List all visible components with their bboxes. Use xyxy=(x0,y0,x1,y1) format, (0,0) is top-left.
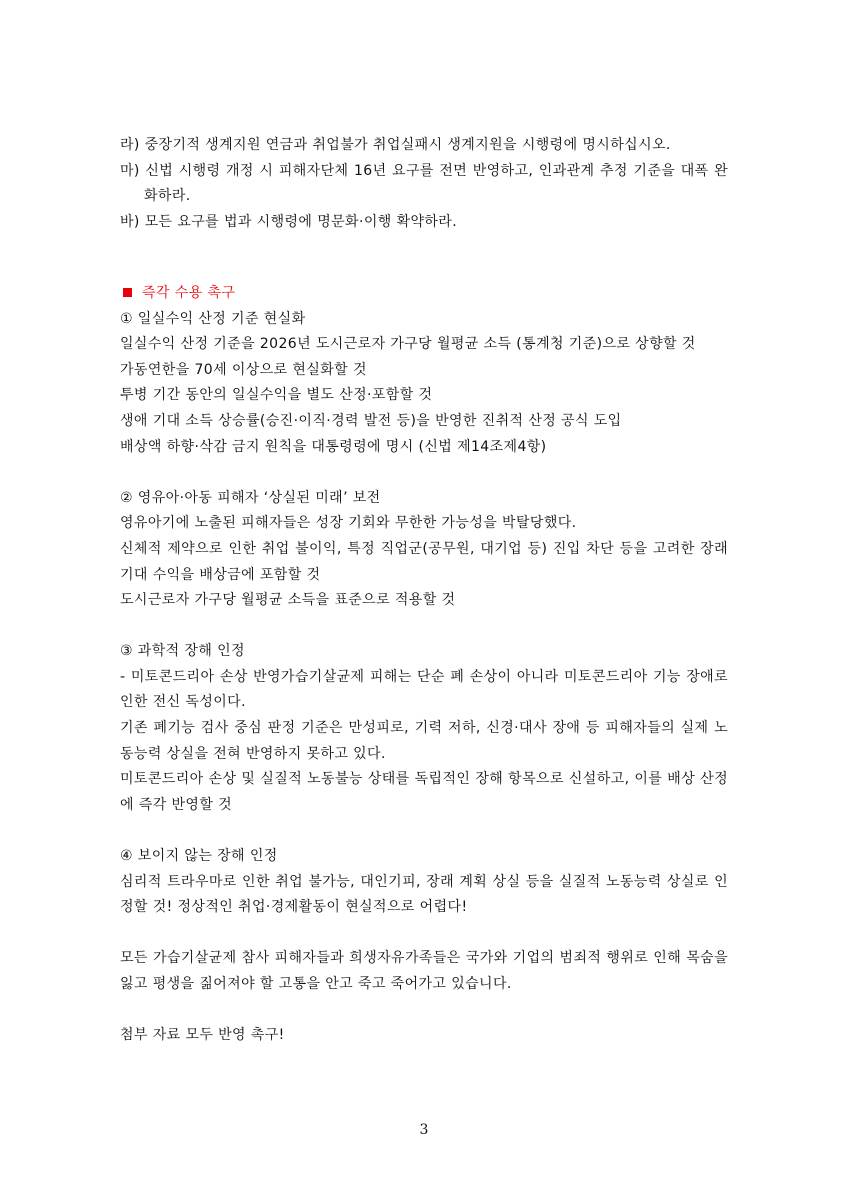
demand-ma: 마) 신법 시행령 개정 시 피해자단체 16년 요구를 전면 반영하고, 인과관계 추정 기준을 대폭 완화하라. xyxy=(120,162,728,205)
item3-line: - 미토콘드리아 손상 반영가습기살균제 피해는 단순 폐 손상이 아니라 미토콘드리아 기능 장애로 인한 전신 독성이다. xyxy=(120,668,728,711)
section-heading-text: 즉각 수용 촉구 xyxy=(142,284,236,301)
item1-line: 배상액 하향·삭감 금지 원칙을 대통령령에 명시 (신법 제14조제4항) xyxy=(120,438,547,455)
item1-line: 가동연한을 70세 이상으로 현실화할 것 xyxy=(120,361,367,378)
item4-title: ④ 보이지 않는 장해 인정 xyxy=(120,848,278,865)
item3-title: ③ 과학적 장해 인정 xyxy=(120,643,245,660)
demand-ra: 라) 중장기적 생계지원 연금과 취업불가 취업실패시 생계지원을 시행령에 명시하십시오. xyxy=(120,137,671,153)
item1-line: 일실수익 산정 기준을 2026년 도시근로자 가구당 월평균 소득 (통계청 기준)으로 상향할 것 xyxy=(120,336,696,353)
item2-line: 도시근로자 가구당 월평균 소득을 표준으로 적용할 것 xyxy=(120,592,456,609)
closing-paragraph: 모든 가습기살균제 참사 피해자들과 희생자유가족들은 국가와 기업의 범죄적 행위로 인해 목숨을 잃고 평생을 짊어져야 할 고통을 안고 죽고 죽어가고 있습니다. xyxy=(120,950,728,992)
item2-title: ② 영유아·아동 피해자 ‘상실된 미래’ 보전 xyxy=(120,489,381,506)
demand-ba: 바) 모든 요구를 법과 시행령에 명문화·이행 확약하라. xyxy=(120,213,458,230)
final-line: 첨부 자료 모두 반영 촉구! xyxy=(120,1027,285,1044)
square-bullet-icon xyxy=(123,288,132,297)
section-heading xyxy=(120,281,728,307)
item2-line: 영유아기에 노출된 피해자들은 성장 기회와 무한한 가능성을 박탈당했다. xyxy=(120,515,577,532)
item1-line: 투병 기간 동안의 일실수익을 별도 산정·포함할 것 xyxy=(120,387,433,404)
document-body xyxy=(120,133,728,1049)
item3-line: 미토콘드리아 손상 및 실질적 노동불능 상태를 독립적인 장해 항목으로 신설하고, 이를 배상 산정에 즉각 반영할 것 xyxy=(120,771,728,813)
item1-title: ① 일실수익 산정 기준 현실화 xyxy=(120,310,306,327)
page-number: 3 xyxy=(419,1122,429,1138)
item4-line: 심리적 트라우마로 인한 취업 불가능, 대인기피, 장래 계획 상실 등을 실질적 노동능력 상실로 인정할 것! 정상적인 취업·경제활동이 현실적으로 어렵다! xyxy=(120,873,728,916)
item2-line: 신체적 제약으로 인한 취업 불이익, 특정 직업군(공무원, 대기업 등) 진입 차단 등을 고려한 장래 기대 수익을 배상금에 포함할 것 xyxy=(120,540,728,583)
item3-line: 기존 폐기능 검사 중심 판정 기준은 만성피로, 기력 저하, 신경·대사 장애 등 피해자들의 실제 노동능력 상실을 전혀 반영하지 못하고 있다. xyxy=(120,720,728,762)
item1-line: 생애 기대 소득 상승률(승진·이직·경력 발전 등)을 반영한 진취적 산정 공식 도입 xyxy=(120,412,622,429)
